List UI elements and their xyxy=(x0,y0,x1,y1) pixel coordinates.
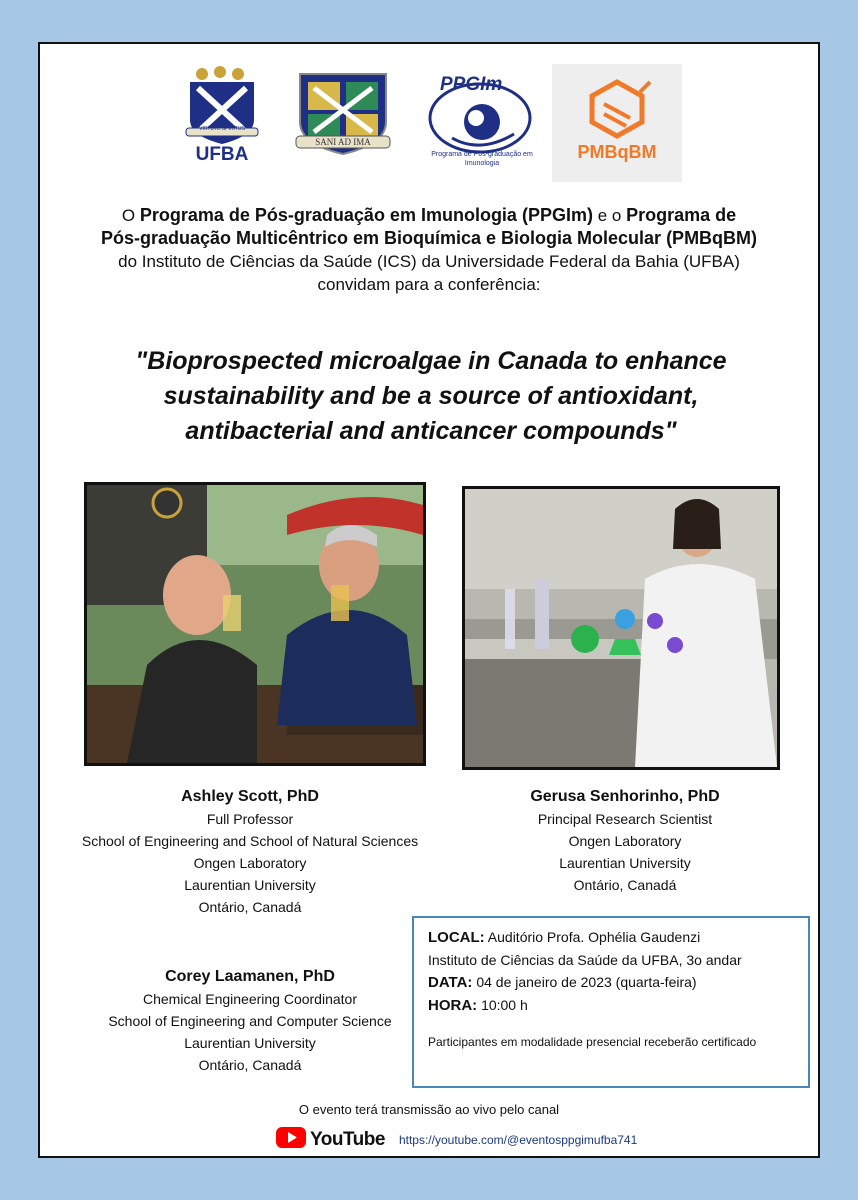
poster-frame xyxy=(38,42,820,1158)
stream-text: O evento terá transmissão ao vivo pelo canal xyxy=(298,1102,560,1117)
speaker-line: School of Engineering and School of Natural Sciences xyxy=(81,833,419,849)
speaker-line: Laurentian University xyxy=(559,855,691,871)
date-label: DATA: xyxy=(428,974,473,991)
pmbqbm-logo xyxy=(552,64,682,182)
intro-mid: e o xyxy=(597,206,622,225)
ufba-logo xyxy=(180,64,264,168)
speaker-line: Principal Research Scientist xyxy=(537,811,713,827)
speaker-line: Laurentian University xyxy=(184,1035,316,1051)
speaker-line: Full Professor xyxy=(206,811,294,827)
local-label: LOCAL: xyxy=(428,929,485,946)
intro-invite: convidam para a conferência: xyxy=(317,275,541,294)
speaker-line: Laurentian University xyxy=(184,877,316,893)
speaker-line: Ontário, Canadá xyxy=(573,877,677,893)
photo-senhorinho xyxy=(462,486,780,770)
speaker-line: Ontário, Canadá xyxy=(198,899,302,915)
time-value: 10:00 h xyxy=(481,997,528,1013)
conference-title xyxy=(70,344,792,449)
title-line: sustainability and be a source of antioxidant, xyxy=(163,382,699,410)
speaker-name: Corey Laamanen, PhD xyxy=(165,968,335,985)
event-info-box xyxy=(412,916,810,1088)
pmbqbm-text: PMBqBM xyxy=(577,142,657,162)
local-value: Auditório Profa. Ophélia Gaudenzi xyxy=(487,929,701,945)
ics-motto: SANI AD IMA xyxy=(315,137,371,147)
youtube-icon xyxy=(276,1127,306,1153)
ppgim-logo xyxy=(422,74,538,174)
youtube-link-row[interactable] xyxy=(276,1128,637,1152)
intro-programa: Programa de xyxy=(626,205,737,225)
time-label: HORA: xyxy=(428,997,478,1014)
ppgim-text: PPGIm xyxy=(440,74,503,95)
speaker-line: Chemical Engineering Coordinator xyxy=(142,991,357,1007)
ppgim-subtitle: Programa de Pós-graduação em Imunologia xyxy=(431,151,533,167)
speaker-line: School of Engineering and Computer Science xyxy=(108,1013,392,1029)
intro-pmbqbm: Pós-graduação Multicêntrico em Bioquímica e Biologia Molecular (PMBqBM) xyxy=(100,228,758,248)
speaker-senhorinho xyxy=(460,786,790,896)
speaker-line: Ongen Laboratory xyxy=(568,833,682,849)
intro-pre: O xyxy=(121,206,136,225)
ics-logo xyxy=(294,72,392,162)
youtube-wordmark: YouTube xyxy=(310,1129,385,1150)
title-line: antibacterial and anticancer compounds" xyxy=(185,417,677,445)
intro-institute: do Instituto de Ciências da Saúde (ICS) da Universidade Federal da Bahia (UFBA) xyxy=(118,252,740,271)
speaker-line: Ontário, Canadá xyxy=(198,1057,302,1073)
youtube-url[interactable]: https://youtube.com/@eventosppgimufba741 xyxy=(398,1133,638,1147)
photo-scott-laamanen xyxy=(84,482,426,766)
speaker-name: Gerusa Senhorinho, PhD xyxy=(530,788,720,805)
local-address: Instituto de Ciências da Saúde da UFBA, 3o andar xyxy=(428,952,742,968)
date-value: 04 de janeiro de 2023 (quarta-feira) xyxy=(476,974,697,990)
title-line: "Bioprospected microalgae in Canada to enhance xyxy=(135,347,727,375)
speaker-scott xyxy=(60,786,440,918)
intro-text xyxy=(40,204,818,296)
logo-row xyxy=(40,64,818,184)
ufba-text: UFBA xyxy=(195,144,249,165)
speaker-line: Ongen Laboratory xyxy=(193,855,307,871)
intro-ppgim: Programa de Pós-graduação em Imunologia (PPGIm) xyxy=(139,205,593,225)
speaker-name: Ashley Scott, PhD xyxy=(181,788,319,805)
ufba-motto: VIRTUTE SPIRITUS xyxy=(199,126,245,132)
certificate-note: Participantes em modalidade presencial receberão certificado xyxy=(428,1035,757,1049)
speaker-laamanen xyxy=(80,966,420,1076)
